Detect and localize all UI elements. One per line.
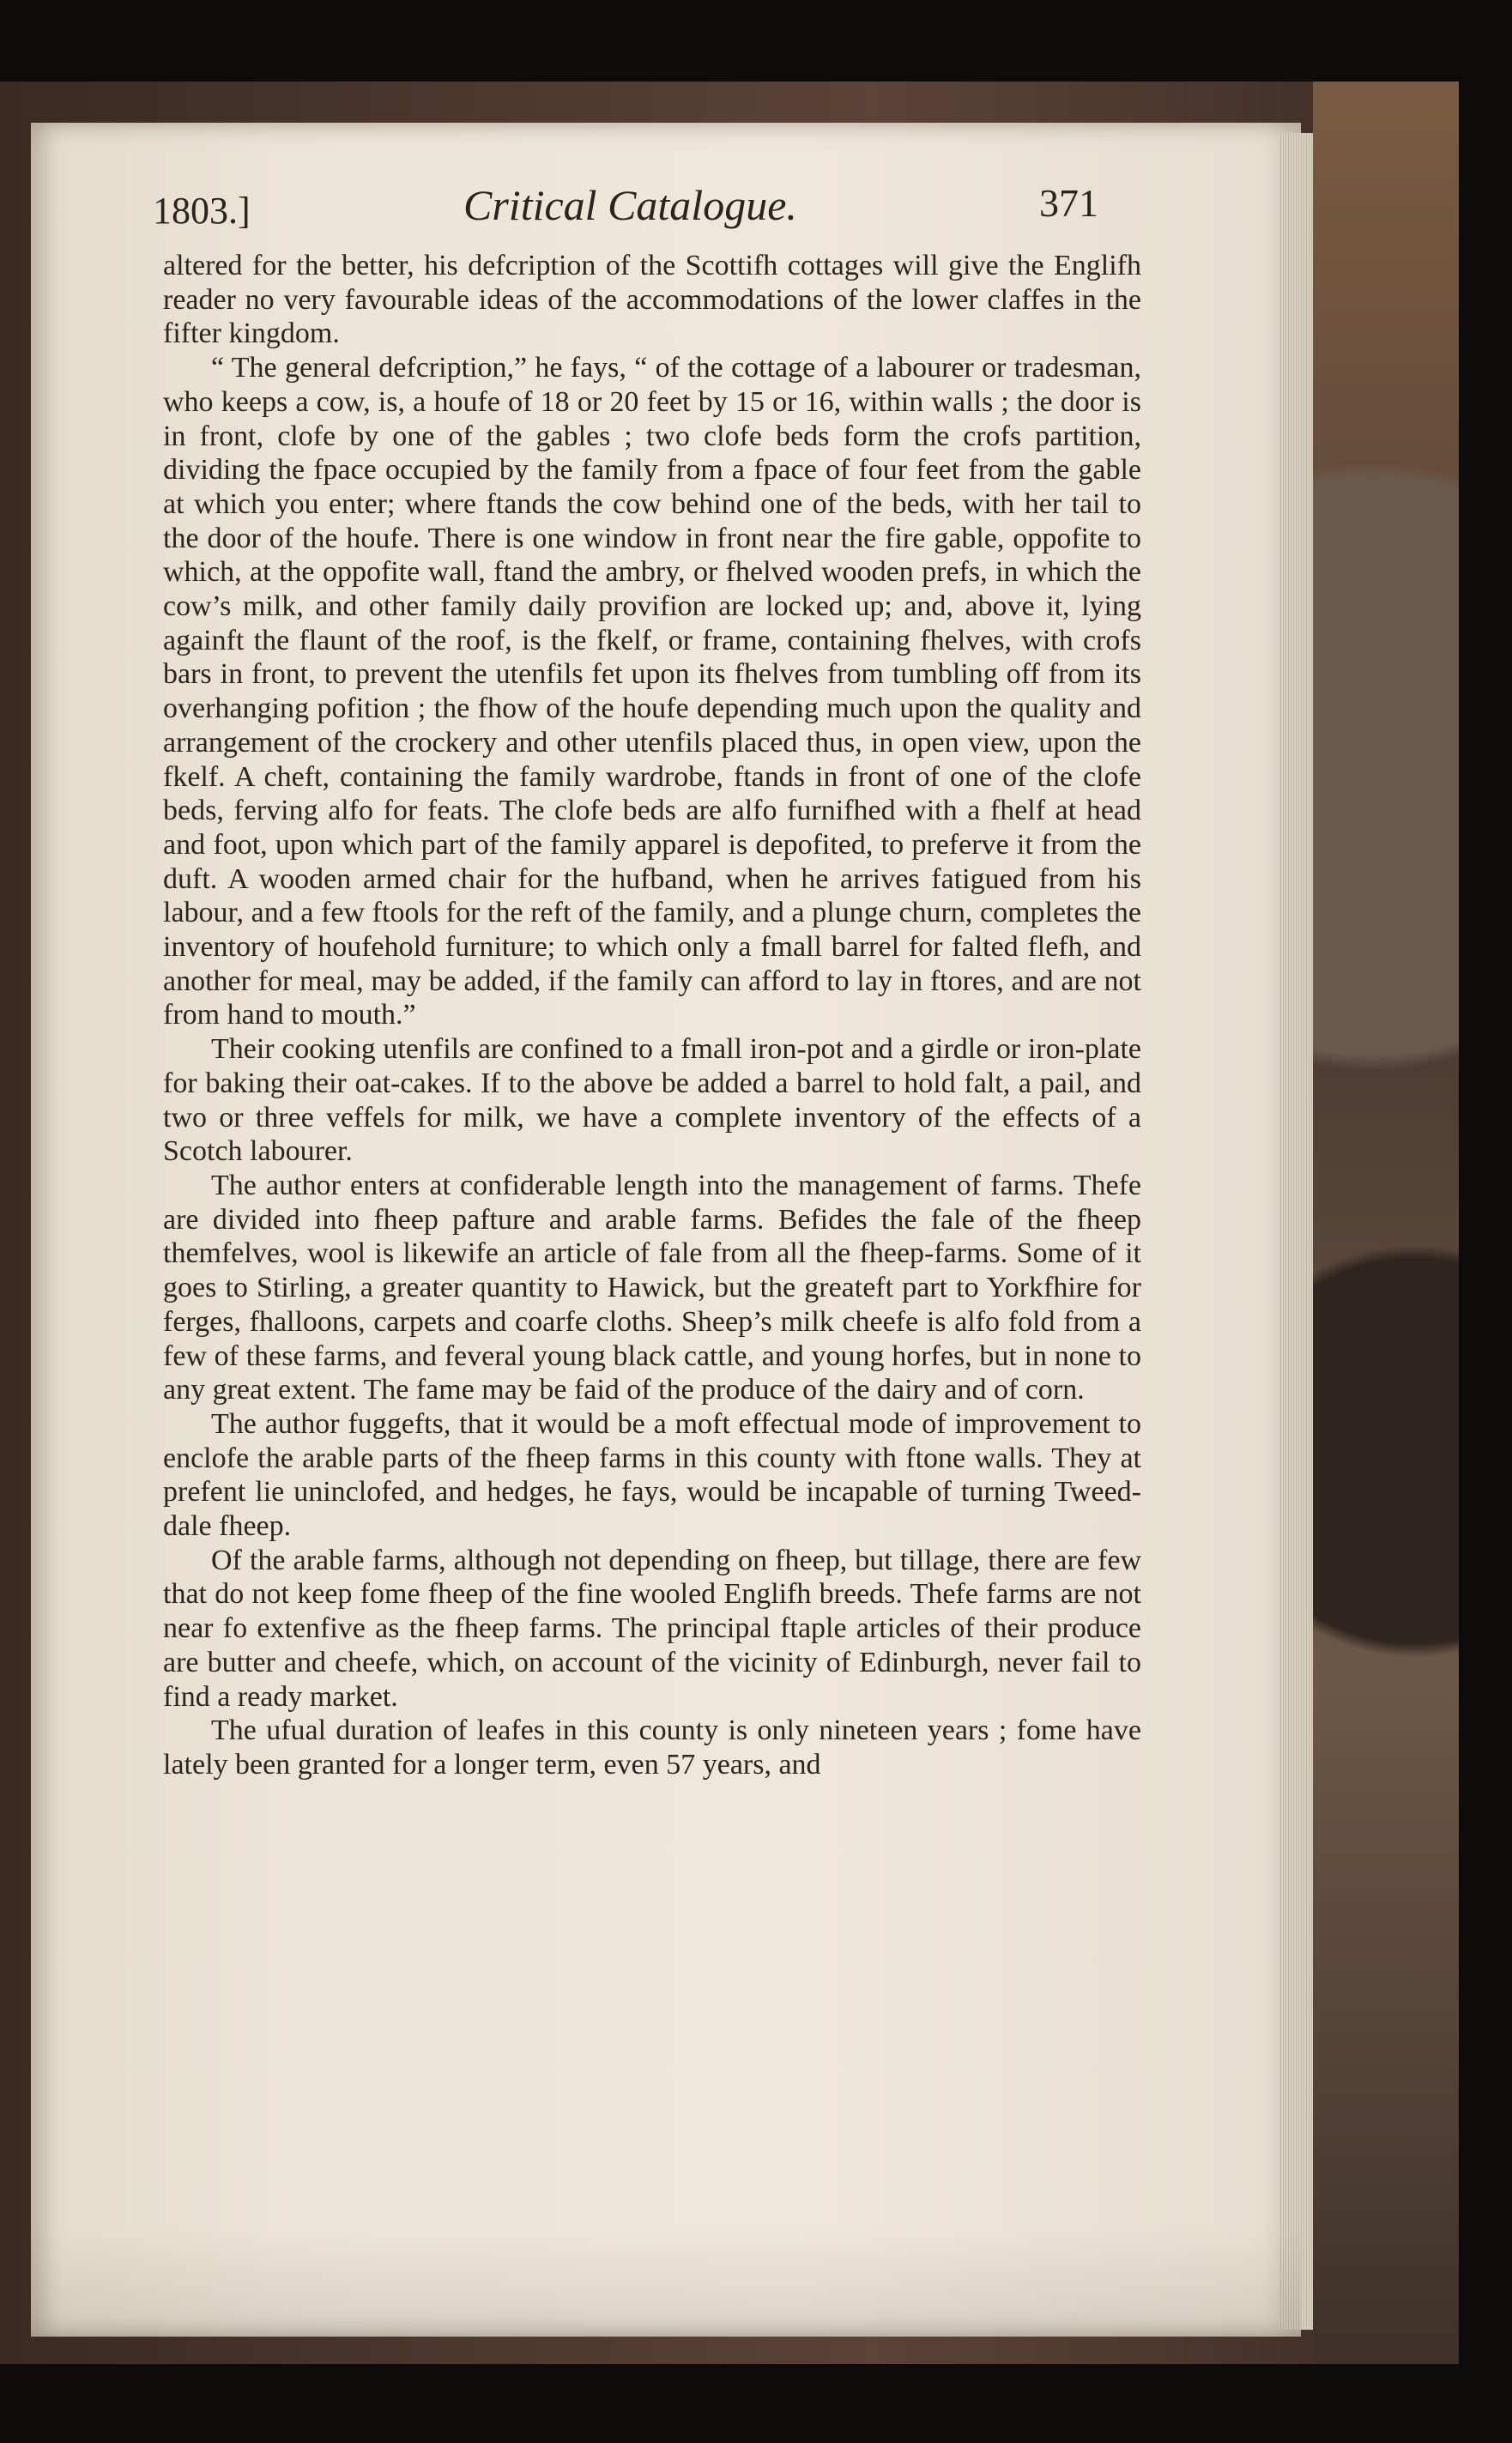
header-title: Critical Catalogue. [463,181,797,229]
paragraph: The author enters at confiderable length into the management of farms. Thefe are divided into fheep pafture and arable farms. Befides the fale of the fheep themfelves, wool is likewife an article of fale from all the fheep-farms. Some of it goes to Stirling, a greater quantity to Hawick, but the greateft part to Yorkfhire for ferges, fhalloons, carpets and coarfe cloths. Sheep’s milk cheefe is alfo fold from a few of these farms, and feveral young black cattle, and young horfes, but in none to any great extent. The fame may be faid of the produce of the dairy and of corn. [163,1169,1141,1406]
marbled-cover [1313,82,1459,2364]
paragraph: Their cooking utenfils are confined to a fmall iron-pot and a girdle or iron-plate for baking their oat-cakes. If to the above be added a barrel to hold falt, a pail, and two or three veffels for milk, we have a complete inventory of the effects of a Scotch labourer. [163,1033,1141,1168]
paragraph: “ The general defcription,” he fays, “ of the cottage of a labourer or tradesman, who keeps a cow, is, a houfe of 18 or 20 feet by 15 or 16, within walls ; the door is in front, clofe by one of the gables ; two clofe beds form the crofs partition, dividing the fpace occupied by the family from a fpace of four feet from the gable at which you enter; where ftands the cow behind one of the beds, with her tail to the door of the houfe. There is one window in front near the fire gable, oppofite to which, at the oppofite wall, ftand the ambry, or fhelved wooden prefs, in which the cow’s milk, and other family daily provifion are locked up; and, above it, lying againft the flaunt of the roof, is the fkelf, or frame, containing fhelves, with crofs bars in front, to prevent the utenfils fet upon its fhelves from tumbling off from its overhanging pofition ; the fhow of the houfe depending much upon the quality and arrangement of the crockery and other utenfils placed thus, in open view, upon the fkelf. A cheft, containing the family wardrobe, ftands in front of one of the clofe beds, ferving alfo for feats. The clofe beds are alfo furnifhed with a fhelf at head and foot, upon which part of the family apparel is depofited, to preferve it from the duft. A wooden armed chair for the hufband, when he arrives fatigued from his labour, and a few ftools for the reft of the family, and a plunge churn, completes the inventory of houfehold furniture; to which only a fmall barrel for falted flefh, and another for meal, may be added, if the family can afford to lay in ftores, and are not from hand to mouth.” [163,352,1141,1031]
header-year: 1803.] [153,190,251,232]
paragraph: Of the arable farms, although not depending on fheep, but tillage, there are few that do not keep fome fheep of the fine wooled Englifh breeds. Thefe farms are not near fo extenfive as the fheep farms. The principal ftaple articles of their produce are butter and cheefe, which, on account of the vicinity of Edinburgh, never fail to find a ready market. [163,1544,1141,1713]
paragraph: altered for the better, his defcription of the Scottifh cottages will give the Englifh reader no very favourable ideas of the accommodations of the lower claffes in the fifter kingdom. [163,250,1141,350]
page-number: 371 [1039,181,1098,225]
running-header [120,172,1133,240]
page-edges [1279,133,1313,2330]
body-text [163,249,1141,1782]
paragraph: The ufual duration of leafes in this county is only nineteen years ; fome have lately been granted for a longer term, even 57 years, and [163,1714,1141,1781]
page-shadow [31,2227,1301,2337]
paragraph: The author fuggefts, that it would be a moft effectual mode of improvement to enclofe the arable parts of the fheep farms in this county with ftone walls. They at prefent lie uninclofed, and hedges, he fays, would be incapable of turning Tweed-dale fheep. [163,1407,1141,1543]
